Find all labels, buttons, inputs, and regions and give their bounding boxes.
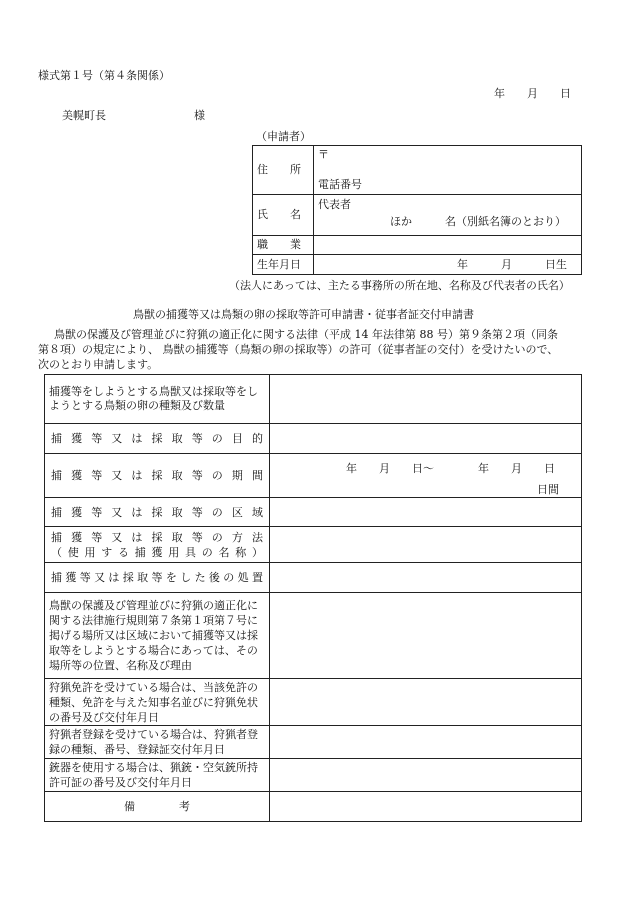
name-label: 氏 名 [253, 195, 314, 236]
hunting-license-field[interactable] [270, 679, 582, 726]
phone-label: 電話番号 [318, 178, 362, 191]
purpose-label: 捕獲等又は採取等の目的 [51, 432, 263, 445]
period-field[interactable] [270, 454, 582, 498]
remarks-label: 備 考 [45, 792, 270, 822]
purpose-field[interactable] [270, 424, 582, 454]
others-label: ほか 名（別紙名簿のとおり） [390, 215, 566, 228]
species-quantity-label: 捕獲等をしようとする鳥獣又は採取等をしようとする鳥類の卵の種類及び数量 [45, 375, 270, 424]
area-field[interactable] [270, 498, 582, 527]
restricted-area-field[interactable] [270, 593, 582, 679]
addressee: 美幌町長 様 [62, 109, 205, 122]
method-field[interactable] [270, 527, 582, 563]
address-field[interactable] [314, 146, 582, 195]
remarks-field[interactable] [270, 792, 582, 822]
species-quantity-field[interactable] [270, 375, 582, 424]
firearm-permit-label: 銃器を使用する場合は、猟銃・空気銃所持許可証の番号及び交付年月日 [45, 759, 270, 792]
occupation-label: 職 業 [253, 236, 314, 255]
corporation-note: （法人にあっては、主たる事務所の所在地、名称及び代表者の氏名） [229, 279, 570, 292]
area-label: 捕獲等又は採取等の区域 [51, 505, 263, 519]
disposal-label: 捕獲等又は採取等をした後の処置 [51, 571, 263, 584]
name-field[interactable] [314, 195, 582, 236]
period-days: 日間 [537, 483, 559, 496]
applicant-table [252, 145, 582, 275]
postal-mark: 〒 [318, 148, 329, 161]
restricted-area-label: 鳥獣の保護及び管理並びに狩猟の適正化に関する法律施行規則第７条第１項第７号に掲げる場所又は区域において捕獲等又は採取等をしようとする場合にあっては、その場所等の位置、名称及び理由 [45, 593, 270, 679]
period-dates: 年 月 日〜 年 月 日 [346, 462, 555, 475]
address-label: 住 所 [253, 146, 314, 195]
application-table [44, 374, 582, 822]
intro-line: 次のとおり申請します。 [38, 358, 159, 371]
representative-label: 代表者 [318, 198, 351, 211]
intro-line: 第８項）の規定により、 鳥獣の捕獲等（鳥類の卵の採取等）の許可（従事者証の交付）を受けたいので、 [38, 343, 559, 356]
disposal-field[interactable] [270, 563, 582, 593]
period-label: 捕獲等又は採取等の期間 [51, 469, 263, 482]
applicant-heading: （申請者） [256, 130, 311, 143]
hunting-license-label: 狩猟免許を受けている場合は、当該免許の種類、免許を与えた知事名並びに狩猟免状の番号及び交付年月日 [45, 679, 270, 726]
intro-line: 鳥獣の保護及び管理並びに狩猟の適正化に関する法律（平成 14 年法律第 88 号）第９条第２項（同条 [54, 328, 558, 341]
date-line: 年 月 日 [494, 87, 571, 100]
occupation-field[interactable] [314, 236, 582, 255]
hunter-registration-field[interactable] [270, 726, 582, 759]
firearm-permit-field[interactable] [270, 759, 582, 792]
method-sublabel: （使用する捕獲用具の名称） [51, 545, 263, 559]
intro-text [38, 327, 558, 372]
hunter-registration-label: 狩猟者登録を受けている場合は、狩猟者登録の種類、番号、登録証交付年月日 [45, 726, 270, 759]
method-label: 捕獲等又は採取等の方法 [51, 530, 263, 544]
birthdate-field[interactable]: 年 月 日生 [314, 255, 582, 275]
form-number: 様式第１号（第４条関係） [38, 69, 170, 82]
form-title: 鳥獣の捕獲等又は鳥類の卵の採取等許可申請書・従事者証交付申請書 [133, 308, 474, 321]
birthdate-label: 生年月日 [253, 255, 314, 275]
